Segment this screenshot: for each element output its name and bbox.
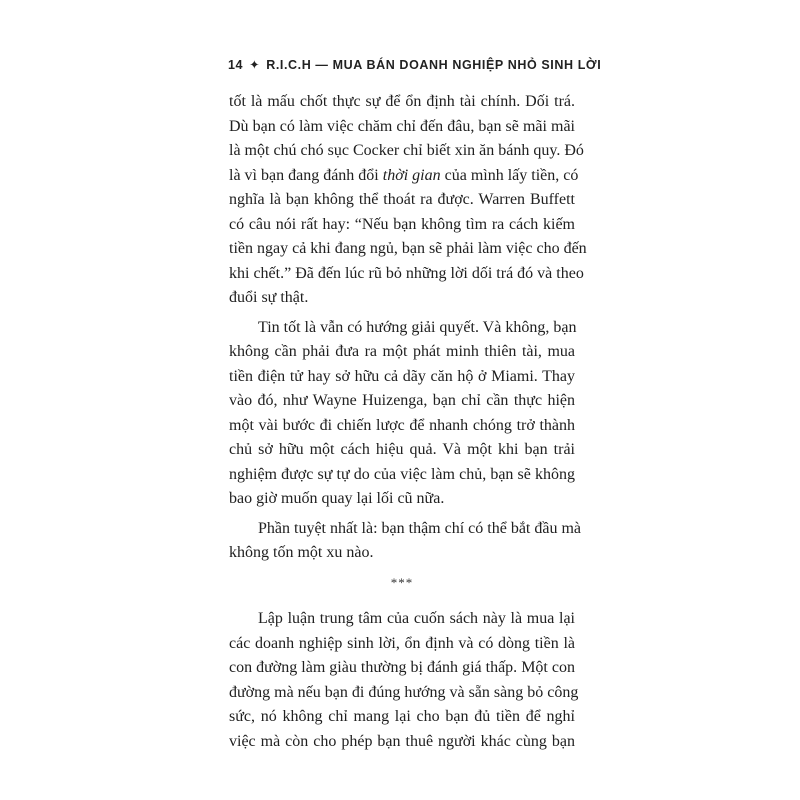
text-line: chủ sở hữu một cách hiệu quả. Và một khi bạn trải (229, 441, 575, 458)
text-line: con đường làm giàu thường bị đánh giá thấp. Một con (229, 659, 575, 676)
text-fragment: của mình lấy tiền, có (444, 166, 579, 184)
running-title: R.I.C.H — MUA BÁN DOANH NGHIỆP NHỎ SINH LỜI (266, 58, 602, 72)
text-line: nghĩa là bạn không thể thoát ra được. Warren Buffett (229, 191, 575, 208)
paragraph-2 (229, 316, 575, 512)
text-line: tốt là mấu chốt thực sự để ổn định tài chính. Dối trá. (229, 93, 575, 110)
text-line: Lập luận trung tâm của cuốn sách này là mua lại (258, 610, 575, 627)
italic-emphasis: thời gian (382, 166, 441, 184)
text-line: đường mà nếu bạn đi đúng hướng và sẵn sàng bỏ công (229, 683, 579, 701)
text-line: nghiệm được sự tự do của việc làm chủ, bạn sẽ không (229, 465, 575, 483)
text-line: vào đó, như Wayne Huizenga, bạn chỉ cần thực hiện (229, 392, 575, 409)
text-line-with-italic (229, 164, 579, 189)
text-line: Dù bạn có làm việc chăm chỉ đến đâu, bạn sẽ mãi mãi (229, 117, 575, 135)
section-break: *** (390, 574, 414, 590)
running-head (228, 57, 601, 72)
text-line: một vài bước đi chiến lược để nhanh chóng trở thành (229, 416, 575, 434)
page-number: 14 (228, 58, 244, 72)
text-line: tiền ngay cả khi đang ngủ, bạn sẽ phải làm việc cho đến (229, 240, 587, 257)
text-line: đuổi sự thật. (229, 289, 309, 306)
text-line: sức, nó không chỉ mang lại cho bạn đủ tiền để nghỉ (229, 708, 575, 725)
text-line: các doanh nghiệp sinh lời, ổn định và có dòng tiền là (229, 634, 575, 652)
separator-ornament: ✦ (249, 58, 261, 72)
paragraph-3 (229, 517, 582, 566)
text-fragment: là vì bạn đang đánh đổi (229, 166, 379, 184)
text-line: Tin tốt là vẫn có hướng giải quyết. Và không, bạn (258, 318, 577, 336)
text-line: không tốn một xu nào. (229, 544, 374, 561)
text-line: khi chết.” Đã đến lúc rũ bỏ những lời dối trá đó và theo (229, 264, 584, 282)
text-line: Phần tuyệt nhất là: bạn thậm chí có thể bắt đầu mà (258, 519, 582, 537)
text-line: bao giờ muốn quay lại lối cũ nữa. (229, 490, 445, 507)
body-text (229, 90, 587, 759)
text-line: việc mà còn cho phép bạn thuê người khác cùng bạn (229, 732, 575, 750)
paragraph-1 (229, 90, 587, 311)
text-line: có câu nói rất hay: “Nếu bạn không tìm ra cách kiếm (229, 215, 575, 233)
text-line: là một chú chó sục Cocker chỉ biết xin ăn bánh quy. Đó (229, 142, 584, 159)
paragraph-4 (229, 607, 579, 754)
text-line: tiền điện tử hay sở hữu cả dãy căn hộ ở Miami. Thay (229, 367, 575, 385)
text-line: không cần phải đưa ra một phát minh thiên tài, mua (229, 343, 575, 360)
